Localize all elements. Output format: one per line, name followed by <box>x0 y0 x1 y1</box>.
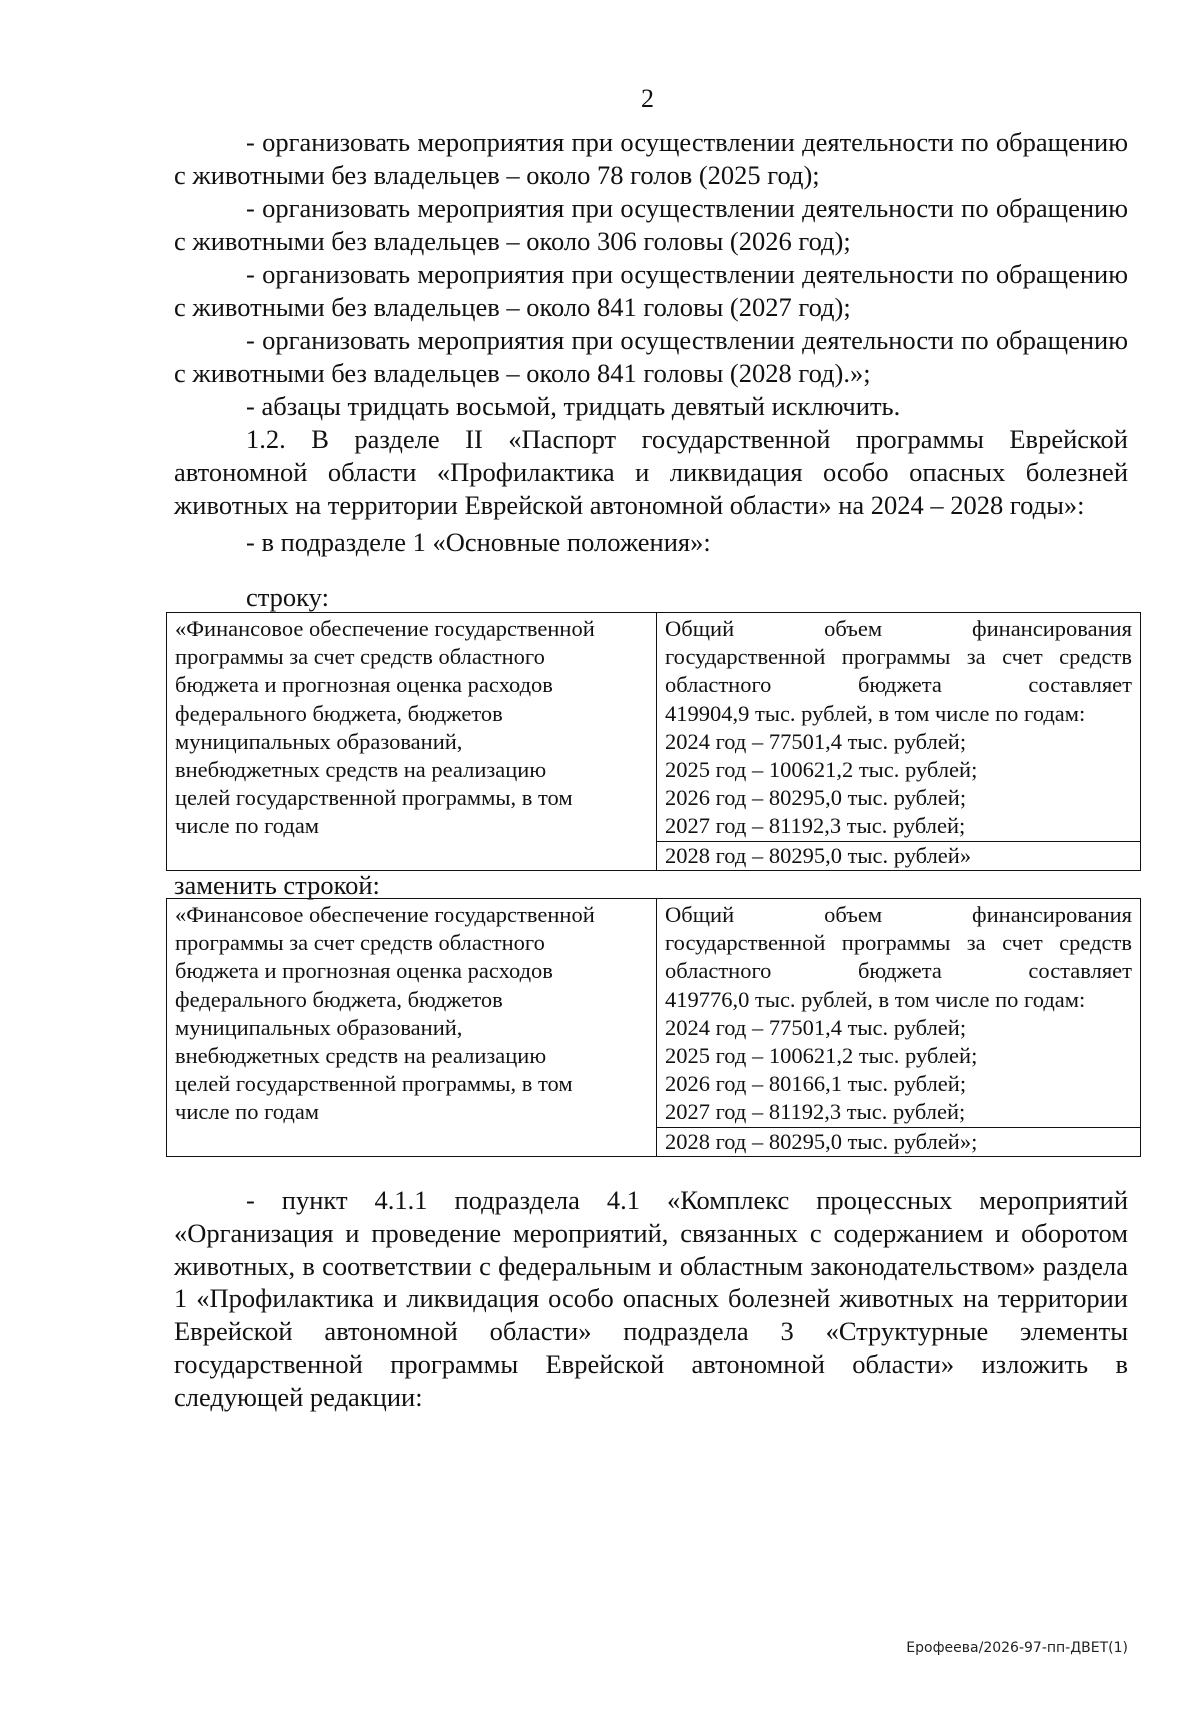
cell-line: программы за счет средств областного <box>175 644 545 670</box>
cell-line: 2027 год – 81192,3 тыс. рублей; <box>665 813 966 839</box>
old-row-left-cell <box>167 613 657 871</box>
intro-item-4: - организовать мероприятия при осуществлении деятельности по обращению с животными без владельцев – около 841 головы (2028 год).»; <box>174 325 1128 388</box>
cell-line: государственной программы за счет средств <box>665 930 1132 956</box>
replace-label: заменить строкой: <box>174 870 380 900</box>
subsection-line: - в подразделе 1 «Основные положения»: <box>246 527 711 557</box>
amendment-text-top <box>174 126 1128 559</box>
closing-paragraph: - пункт 4.1.1 подраздела 4.1 «Комплекс процессных мероприятий «Организация и проведение мероприятий, связанных с содержанием и оборотом животных, в соответствии с федеральным и областным законодательством» раздела 1 «Профилактика и ликвидация особо опасных болезней животных на территории Еврейской автономной области» подраздела 3 «Структурные элементы государственной программы Еврейской автономной области» изложить в следующей редакции: <box>174 1185 1128 1412</box>
cell-line: целей государственной программы, в том <box>175 1071 573 1097</box>
cell-line: «Финансовое обеспечение государственной <box>175 902 595 927</box>
intro-item-2: - организовать мероприятия при осуществлении деятельности по обращению с животными без владельцев – около 306 головы (2026 год); <box>174 193 1128 256</box>
cell-line: муниципальных образований, <box>175 1014 463 1040</box>
cell-line: федерального бюджета, бюджетов <box>175 986 503 1012</box>
table-row <box>167 613 1141 871</box>
intro-item-3: - организовать мероприятия при осуществлении деятельности по обращению с животными без владельцев – около 841 головы (2027 год); <box>174 259 1128 322</box>
new-row-left-cell <box>167 899 657 1157</box>
cell-line: федерального бюджета, бюджетов <box>175 700 503 726</box>
old-row-table-wrap <box>166 612 1141 871</box>
new-row-table <box>166 898 1141 1157</box>
cell-line: внебюджетных средств на реализацию <box>175 757 547 783</box>
cell-line: 2026 год – 80295,0 тыс. рублей; <box>665 785 967 811</box>
footer-document-code: Ерофеева/2026-97-пп-ДВЕТ(1) <box>906 1640 1128 1656</box>
cell-line: Общий объем финансирования <box>665 902 1132 927</box>
cell-line: муниципальных образований, <box>175 728 463 754</box>
cell-line: 2028 год – 80295,0 тыс. рублей»; <box>665 1128 978 1154</box>
cell-line: целей государственной программы, в том <box>175 785 573 811</box>
old-row-table <box>166 612 1141 871</box>
table-row <box>167 899 1141 1157</box>
cell-line: числе по годам <box>175 1099 320 1125</box>
new-row-right-cell <box>657 899 1141 1157</box>
amendment-text-bottom <box>174 1184 1128 1414</box>
row-label: строку: <box>246 582 329 612</box>
new-row-table-wrap <box>166 898 1141 1157</box>
page-number: 2 <box>641 84 654 113</box>
cell-line: 2025 год – 100621,2 тыс. рублей; <box>665 1043 978 1069</box>
cell-line: Общий объем финансирования <box>665 616 1132 641</box>
cell-line: числе по годам <box>175 813 320 839</box>
exclude-line: - абзацы тридцать восьмой, тридцать девятый исключить. <box>246 391 901 421</box>
intro-item-1: - организовать мероприятия при осуществлении деятельности по обращению с животными без владельцев – около 78 голов (2025 год); <box>174 127 1128 190</box>
cell-line: 2024 год – 77501,4 тыс. рублей; <box>665 728 967 754</box>
cell-line: 2025 год – 100621,2 тыс. рублей; <box>665 757 978 783</box>
cell-line: государственной программы за счет средств <box>665 644 1132 670</box>
cell-line: бюджета и прогнозная оценка расходов <box>175 958 553 984</box>
cell-line: 419776,0 тыс. рублей, в том числе по годам: <box>665 986 1086 1012</box>
cell-line: «Финансовое обеспечение государственной <box>175 616 595 641</box>
old-row-right-cell <box>657 613 1141 871</box>
cell-line: программы за счет средств областного <box>175 930 545 956</box>
section-paragraph: 1.2. В разделе II «Паспорт государственной программы Еврейской автономной области «Профилактика и ликвидация особо опасных болезней животных на территории Еврейской автономной области» на 2024 – 2028 годы»: <box>174 424 1128 520</box>
cell-line: 419904,9 тыс. рублей, в том числе по годам: <box>665 700 1086 726</box>
cell-line: бюджета и прогнозная оценка расходов <box>175 672 553 698</box>
cell-line: 2026 год – 80166,1 тыс. рублей; <box>665 1071 967 1097</box>
cell-line: 2028 год – 80295,0 тыс. рублей» <box>665 842 972 868</box>
cell-line: областного бюджета составляет <box>665 672 1132 698</box>
cell-line: 2024 год – 77501,4 тыс. рублей; <box>665 1014 967 1040</box>
cell-line: областного бюджета составляет <box>665 958 1132 984</box>
cell-line: 2027 год – 81192,3 тыс. рублей; <box>665 1099 966 1125</box>
cell-line: внебюджетных средств на реализацию <box>175 1043 547 1069</box>
